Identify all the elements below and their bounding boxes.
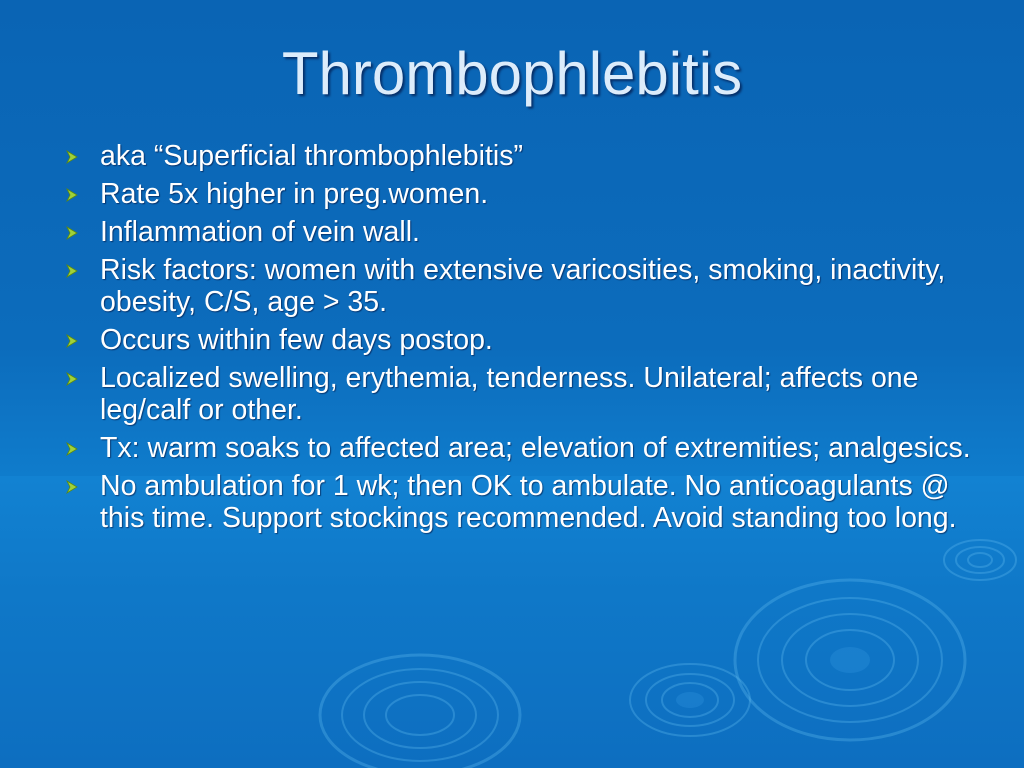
- arrow-bullet-icon: [64, 225, 80, 241]
- list-item: [62, 216, 982, 248]
- bullet-text: Risk factors: women with extensive varicosities, smoking, inactivity, obesity, C/S, age > 35.: [100, 254, 946, 318]
- list-item: [62, 324, 982, 356]
- bullet-text: Occurs within few days postop.: [100, 324, 493, 356]
- list-item: [62, 470, 982, 534]
- list-item: [62, 178, 982, 210]
- bullet-text: Tx: warm soaks to affected area; elevation of extremities; analgesics.: [100, 432, 971, 464]
- bullet-text: Localized swelling, erythemia, tenderness. Unilateral; affects one leg/calf or other.: [100, 362, 919, 426]
- arrow-bullet-icon: [64, 187, 80, 203]
- arrow-bullet-icon: [64, 371, 80, 387]
- arrow-bullet-icon: [64, 149, 80, 165]
- slide-title: Thrombophlebitis: [281, 40, 743, 107]
- bullet-text: aka “Superficial thrombophlebitis”: [100, 140, 523, 172]
- arrow-bullet-icon: [64, 441, 80, 457]
- bullet-text: Rate 5x higher in preg.women.: [100, 178, 489, 210]
- list-item: [62, 140, 982, 172]
- arrow-bullet-icon: [64, 333, 80, 349]
- bullet-text: Inflammation of vein wall.: [100, 216, 420, 248]
- arrow-bullet-icon: [64, 479, 80, 495]
- list-item: [62, 362, 982, 426]
- list-item: [62, 432, 982, 464]
- list-item: [62, 254, 982, 318]
- bullet-list: [62, 140, 982, 540]
- bullet-text: No ambulation for 1 wk; then OK to ambulate. No anticoagulants @ this time. Support stockings recommended. Avoid standing too long.: [100, 470, 957, 534]
- arrow-bullet-icon: [64, 263, 80, 279]
